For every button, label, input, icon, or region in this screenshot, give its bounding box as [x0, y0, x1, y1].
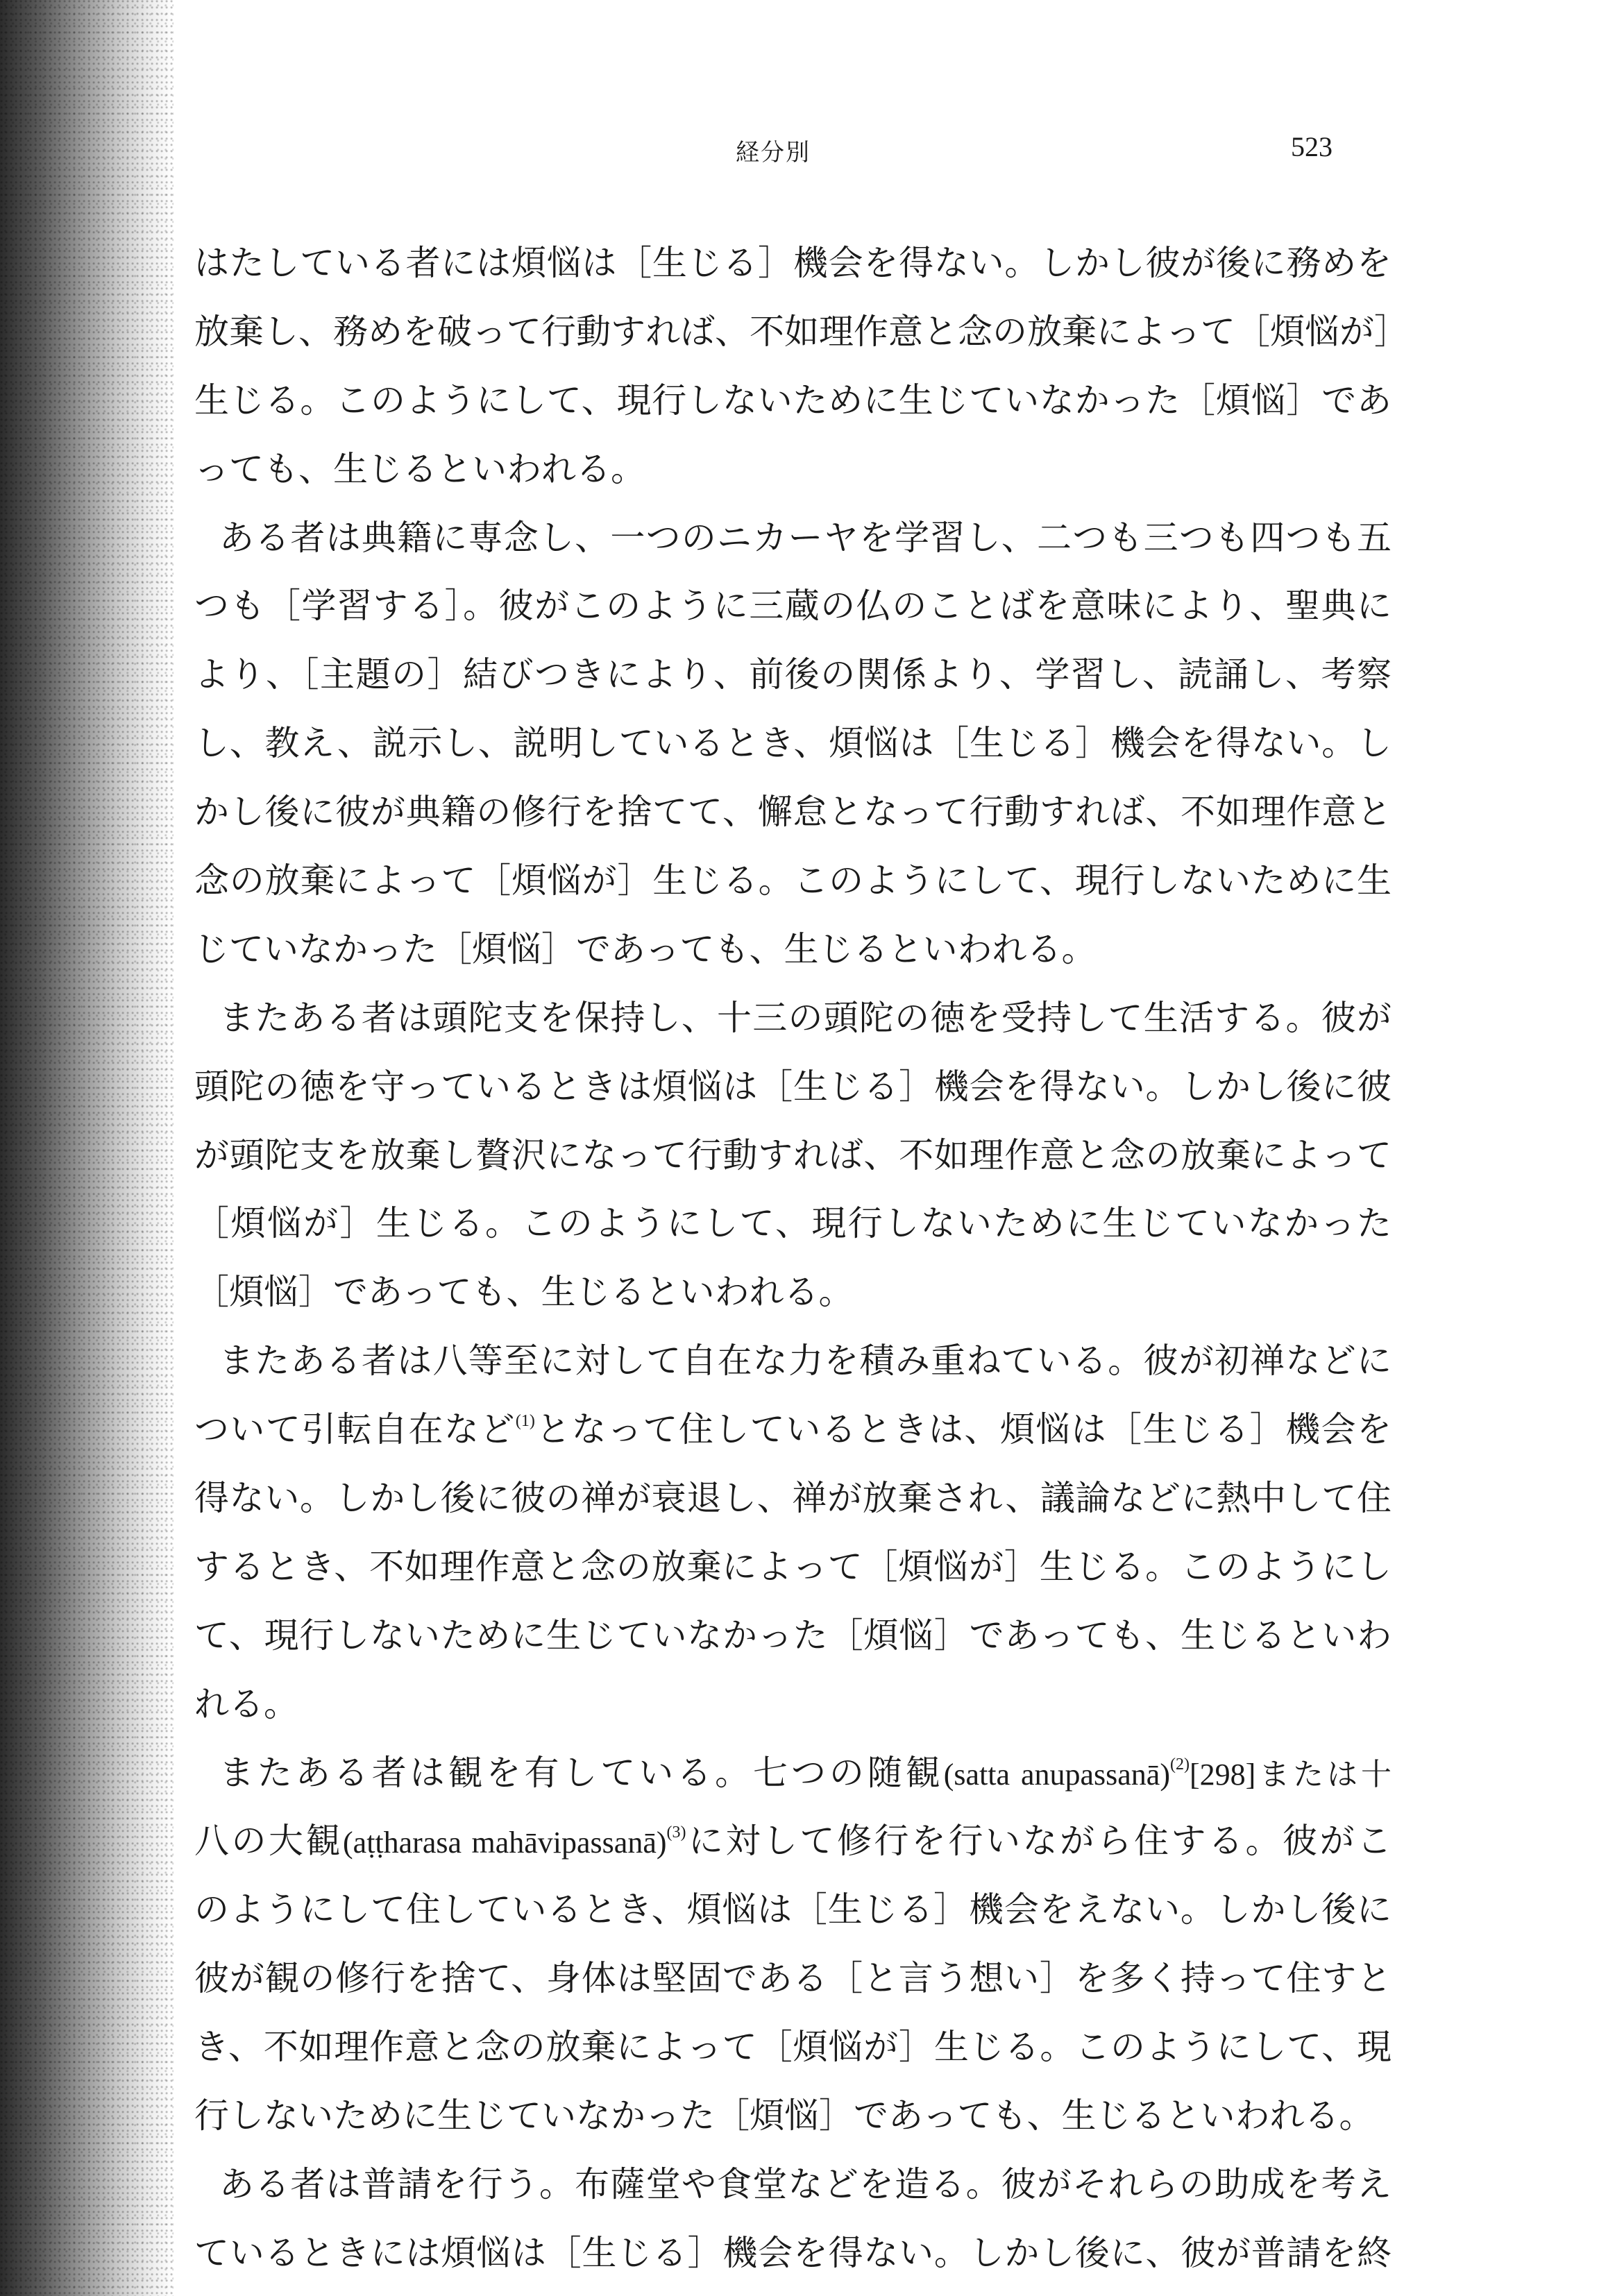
pali-term: (satta anupassanā) — [943, 1757, 1170, 1792]
note-marker: (3) — [666, 1823, 686, 1842]
text-line: き、不如理作意と念の放棄によって［煩悩が］生じる。このようにして、現 — [194, 2027, 1392, 2068]
line-segment: となって住しているときは、煩悩は［生じる］機会を — [534, 1409, 1392, 1450]
line-segment: に対して修行を行いながら住する。彼がこ — [686, 1821, 1392, 1862]
paragraph-first-line: またある者は八等至に対して自在な力を積み重ねている。彼が初禅などに — [219, 1341, 1392, 1381]
text-line: ているときには煩悩は［生じる］機会を得ない。しかし後に、彼が普請を終 — [194, 2232, 1392, 2273]
text-line: 放棄し、務めを破って行動すれば、不如理作意と念の放棄によって［煩悩が］ — [194, 311, 1409, 352]
line-segment: 八の大観 — [194, 1821, 344, 1862]
paragraph-first-line: ある者は典籍に専念し、一つのニカーヤを学習し、二つも三つも四つも五 — [219, 517, 1392, 558]
text-line: れる。 — [194, 1683, 298, 1724]
page-number: 523 — [1291, 131, 1333, 162]
text-line: より、［主題の］結びつきにより、前後の関係より、学習し、読誦し、考察 — [194, 654, 1392, 695]
text-line: じていなかった［煩悩］であっても、生じるといわれる。 — [194, 928, 1097, 969]
text-line: 頭陀の徳を守っているときは煩悩は［生じる］機会を得ない。しかし後に彼 — [194, 1066, 1392, 1107]
text-line: 彼が観の修行を捨て、身体は堅固である［と言う想い］を多く持って住すと — [194, 1958, 1392, 1999]
text-line: はたしている者には煩悩は［生じる］機会を得ない。しかし彼が後に務めを — [194, 243, 1392, 283]
paragraph-first-line: ある者は普請を行う。布薩堂や食堂などを造る。彼がそれらの助成を考え — [219, 2163, 1392, 2204]
pali-term: (aṭṭharasa mahāvipassanā) — [343, 1826, 667, 1860]
text-line: て、現行しないために生じていなかった［煩悩］であっても、生じるといわ — [194, 1615, 1392, 1656]
note-marker: (1) — [515, 1412, 535, 1431]
running-title: 経分別 — [736, 139, 811, 167]
text-line: ［煩悩］であっても、生じるといわれる。 — [194, 1272, 854, 1313]
text-line: っても、生じるといわれる。 — [194, 448, 645, 489]
scan-gutter-shadow — [0, 0, 174, 2296]
body-text — [194, 229, 1409, 2288]
text-line-with-note — [194, 1395, 1392, 1464]
line-segment: [298]または十 — [1189, 1757, 1392, 1792]
text-line: するとき、不如理作意と念の放棄によって［煩悩が］生じる。このようにし — [194, 1546, 1392, 1587]
running-header — [0, 133, 1624, 175]
text-line: 得ない。しかし後に彼の禅が衰退し、禅が放棄され、議論などに熱中して住 — [194, 1478, 1392, 1519]
text-line: 念の放棄によって［煩悩が］生じる。このようにして、現行しないために生 — [194, 860, 1392, 901]
text-line: 行しないために生じていなかった［煩悩］であっても、生じるといわれる。 — [194, 2095, 1374, 2136]
text-line: かし後に彼が典籍の修行を捨てて、懈怠となって行動すれば、不如理作意と — [194, 792, 1392, 833]
text-line: が頭陀支を放棄し贅沢になって行動すれば、不如理作意と念の放棄によって — [194, 1134, 1392, 1175]
text-line: つも［学習する］。彼がこのように三蔵の仏のことばを意味により、聖典に — [194, 586, 1392, 627]
text-line: 生じる。このようにして、現行しないために生じていなかった［煩悩］であ — [194, 380, 1392, 420]
note-marker: (2) — [1169, 1755, 1190, 1774]
text-line-with-note — [194, 1739, 1392, 1808]
paragraph-first-line: またある者は頭陀支を保持し、十三の頭陀の徳を受持して生活する。彼が — [219, 997, 1392, 1038]
text-line-with-note — [194, 1807, 1392, 1876]
text-line: ［煩悩が］生じる。このようにして、現行しないために生じていなかった — [194, 1203, 1392, 1244]
text-line: のようにして住しているとき、煩悩は［生じる］機会をえない。しかし後に — [194, 1889, 1392, 1930]
text-line: し、教え、説示し、説明しているとき、煩悩は［生じる］機会を得ない。し — [194, 723, 1392, 764]
line-segment: またある者は観を有している。七つの随観 — [219, 1752, 944, 1793]
line-segment: ついて引転自在など — [194, 1409, 516, 1450]
